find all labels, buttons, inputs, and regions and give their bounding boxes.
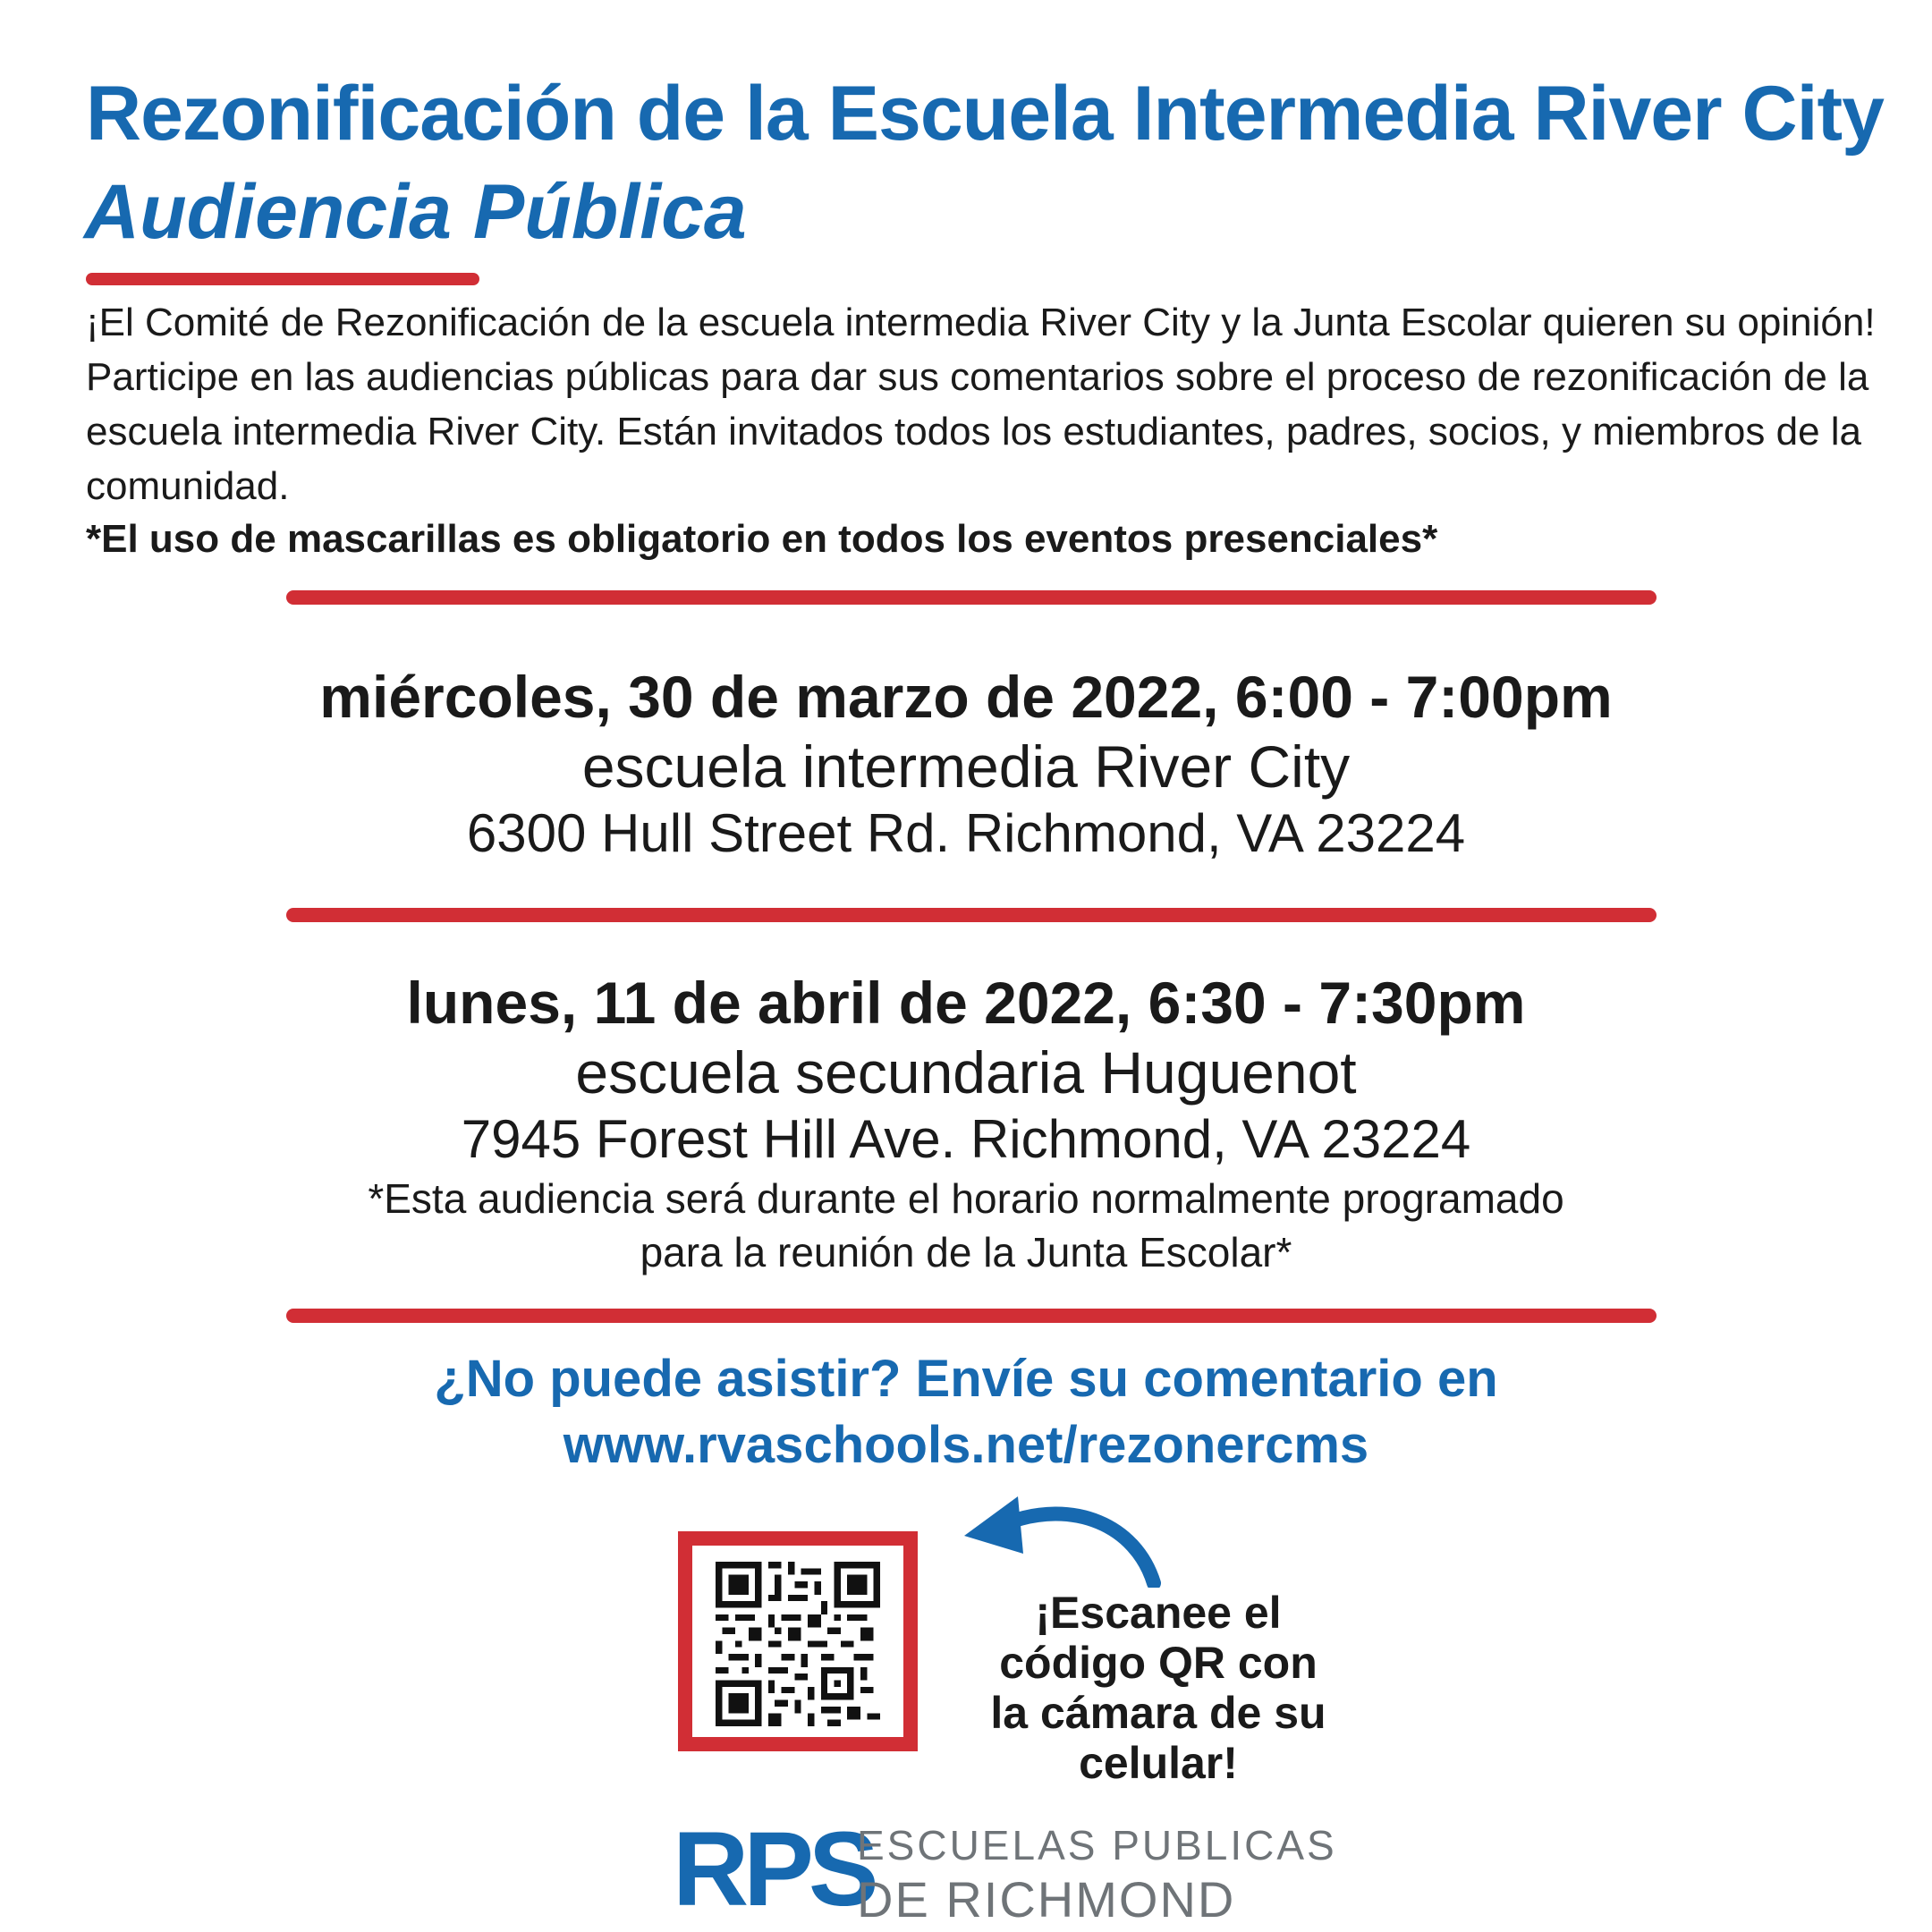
divider: [286, 590, 1657, 605]
page-subtitle: Audiencia Pública: [84, 169, 747, 255]
logo-text: ESCUELAS PUBLICAS: [857, 1822, 1337, 1868]
event-venue: escuela secundaria Huguenot: [575, 1039, 1357, 1106]
event-address: 6300 Hull Street Rd. Richmond, VA 23224: [466, 803, 1466, 863]
cta-line: ¿No puede asistir? Envíe su comentario en: [434, 1350, 1498, 1408]
event-venue: escuela intermedia River City: [581, 733, 1351, 800]
scan-line: la cámara de su: [990, 1688, 1326, 1738]
event-date: lunes, 11 de abril de 2022, 6:30 - 7:30pm: [406, 970, 1526, 1036]
scan-line: ¡Escanee el: [1035, 1588, 1282, 1638]
rps-logo: RPS: [673, 1810, 874, 1928]
event-note: para la reunión de la Junta Escolar*: [640, 1229, 1292, 1275]
comment-cta: [0, 1346, 1932, 1479]
qr-code-icon: [716, 1562, 880, 1726]
scan-line: código QR con: [999, 1638, 1318, 1688]
qr-code[interactable]: [692, 1546, 903, 1737]
intro-paragraph: ¡El Comité de Rezonificación de la escuela intermedia River City y la Junta Escolar quieren su opinión! Participe en las audiencias públicas para dar sus comentarios sobre el proceso de rezonificación de la escuela intermedia River City. Están invitados todos los estudiantes, padres, socios, y miembros de la comunidad.: [86, 301, 1876, 508]
scan-line: celular!: [1079, 1738, 1238, 1788]
event-1: [0, 662, 1932, 866]
qr-code-frame: [678, 1531, 918, 1751]
comment-link[interactable]: www.rvaschools.net/rezonercms: [563, 1416, 1369, 1474]
divider: [286, 908, 1657, 922]
title-underline: [86, 273, 479, 285]
mask-note: *El uso de mascarillas es obligatorio en todos los eventos presenciales*: [86, 517, 1438, 561]
event-date: miércoles, 30 de marzo de 2022, 6:00 - 7:00pm: [319, 664, 1613, 730]
divider: [286, 1309, 1657, 1323]
curved-arrow-icon: [957, 1489, 1172, 1588]
event-address: 7945 Forest Hill Ave. Richmond, VA 23224: [461, 1109, 1471, 1169]
page-title: Rezonificación de la Escuela Intermedia River City: [86, 71, 1884, 157]
event-2: [0, 968, 1932, 1279]
scan-instructions: [948, 1588, 1368, 1788]
event-note: *Esta audiencia será durante el horario normalmente programado: [368, 1175, 1564, 1222]
logo-text: DE RICHMOND: [857, 1871, 1236, 1928]
